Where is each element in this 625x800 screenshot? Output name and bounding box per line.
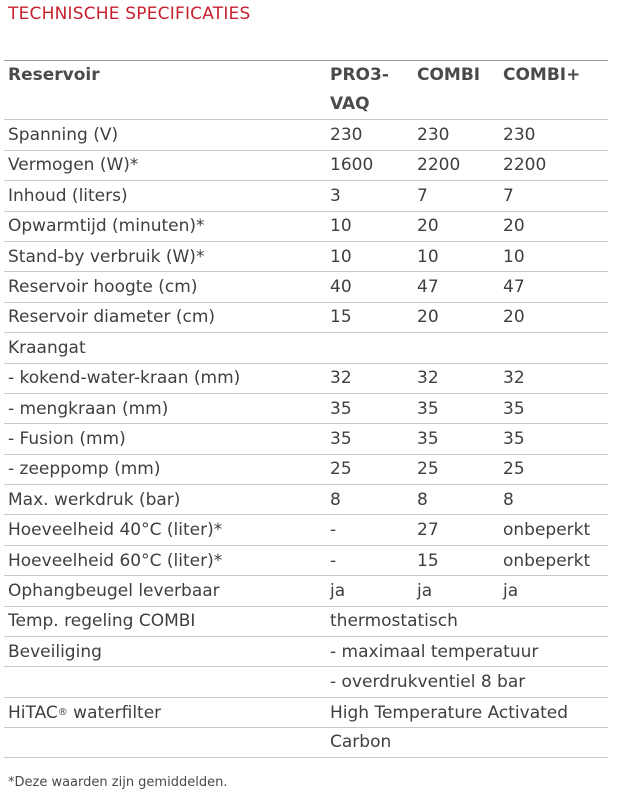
row-value: 20: [503, 216, 525, 237]
row-value: 35: [503, 428, 525, 449]
table-header-row: [4, 60, 608, 89]
table-row: [4, 211, 608, 241]
header-reservoir: Reservoir: [8, 65, 100, 85]
row-value: 230: [330, 125, 363, 146]
table-row: [4, 332, 608, 362]
hitac-row-cont: [4, 727, 608, 757]
row-label: Opwarmtijd (minuten)*: [8, 216, 205, 237]
row-value: 8: [503, 489, 514, 510]
row-label: Ophangbeugel leverbaar: [8, 580, 220, 601]
row-label: Reservoir diameter (cm): [8, 307, 216, 328]
row-value: 25: [417, 459, 439, 480]
row-value: 32: [503, 368, 525, 389]
row-value: 10: [503, 246, 525, 267]
footnote: *Deze waarden zijn gemiddelden.: [8, 775, 228, 790]
table-row: [4, 302, 608, 332]
hitac-label-rest: waterfilter: [67, 702, 162, 723]
row-value: 7: [417, 185, 428, 206]
table-row: [4, 514, 608, 544]
row-value: - maximaal temperatuur: [330, 641, 539, 662]
row-value: 20: [503, 307, 525, 328]
row-value: 40: [330, 277, 352, 298]
hitac-row: [4, 697, 608, 727]
hitac-label: HiTAC: [8, 702, 58, 723]
row-value: 8: [330, 489, 341, 510]
table-row: [4, 363, 608, 393]
row-value: -: [330, 550, 337, 571]
row-value: 25: [503, 459, 525, 480]
row-value: 2200: [503, 155, 547, 176]
table-row: [4, 150, 608, 180]
row-label: Stand-by verbruik (W)*: [8, 246, 205, 267]
table-row: [4, 119, 608, 149]
row-label: - Fusion (mm): [8, 428, 126, 449]
row-value: ja: [330, 580, 346, 601]
table-row: [4, 454, 608, 484]
row-value: 230: [417, 125, 450, 146]
row-value: 20: [417, 216, 439, 237]
beveiliging-row-cont: [4, 666, 608, 696]
row-value: Carbon: [330, 732, 392, 753]
row-value: ja: [417, 580, 433, 601]
row-label: - mengkraan (mm): [8, 398, 169, 419]
row-label: Temp. regeling COMBI: [8, 611, 196, 632]
table-row: [4, 484, 608, 514]
row-value: ja: [503, 580, 519, 601]
row-value: 230: [503, 125, 536, 146]
row-value: 7: [503, 185, 514, 206]
row-value: 2200: [417, 155, 461, 176]
header-combi-plus: COMBI+: [503, 65, 581, 85]
row-value: 35: [417, 428, 439, 449]
row-label: - kokend-water-kraan (mm): [8, 368, 241, 389]
row-value: 20: [417, 307, 439, 328]
row-value: thermostatisch: [330, 611, 458, 632]
spec-table: [4, 60, 608, 758]
row-label: HiTAC ® waterfilter: [8, 702, 162, 723]
row-label: Kraangat: [8, 337, 86, 358]
row-label: Inhoud (liters): [8, 185, 128, 206]
row-value: 47: [417, 277, 439, 298]
table-row: [4, 180, 608, 210]
row-value: - overdrukventiel 8 bar: [330, 672, 526, 693]
page-title: TECHNISCHE SPECIFICATIES: [8, 4, 251, 24]
header-combi: COMBI: [417, 65, 481, 85]
row-value: -: [330, 520, 337, 541]
row-value: 10: [330, 246, 352, 267]
row-value: 25: [330, 459, 352, 480]
row-value: 35: [417, 398, 439, 419]
row-value: 3: [330, 185, 341, 206]
table-row: [4, 393, 608, 423]
row-value: 27: [417, 520, 439, 541]
row-label: Hoeveelheid 40°C (liter)*: [8, 520, 223, 541]
row-value: High Temperature Activated: [330, 702, 569, 723]
row-value: 15: [330, 307, 352, 328]
row-label: Vermogen (W)*: [8, 155, 139, 176]
row-value: 10: [417, 246, 439, 267]
table-row: [4, 271, 608, 301]
beveiliging-row: [4, 636, 608, 666]
row-value: onbeperkt: [503, 520, 591, 541]
row-value: 35: [503, 398, 525, 419]
row-value: 15: [417, 550, 439, 571]
row-value: onbeperkt: [503, 550, 591, 571]
header-pro3-vaq: PRO3-: [330, 65, 389, 85]
row-value: 1600: [330, 155, 374, 176]
row-value: 47: [503, 277, 525, 298]
table-row: [4, 575, 608, 605]
temp-regeling-row: [4, 606, 608, 636]
table-row: [4, 545, 608, 575]
row-value: 8: [417, 489, 428, 510]
table-row: [4, 423, 608, 453]
row-value: 32: [417, 368, 439, 389]
row-value: 10: [330, 216, 352, 237]
row-value: 32: [330, 368, 352, 389]
row-label: Reservoir hoogte (cm): [8, 277, 198, 298]
row-label: Spanning (V): [8, 125, 119, 146]
row-label: Beveiliging: [8, 641, 102, 662]
header-pro3-vaq-line2: VAQ: [330, 94, 370, 115]
row-label: Hoeveelheid 60°C (liter)*: [8, 550, 223, 571]
row-value: 35: [330, 398, 352, 419]
row-label: Max. werkdruk (bar): [8, 489, 181, 510]
row-label: - zeeppomp (mm): [8, 459, 161, 480]
table-header-row-cont: [4, 89, 608, 119]
row-value: 35: [330, 428, 352, 449]
table-row: [4, 241, 608, 271]
